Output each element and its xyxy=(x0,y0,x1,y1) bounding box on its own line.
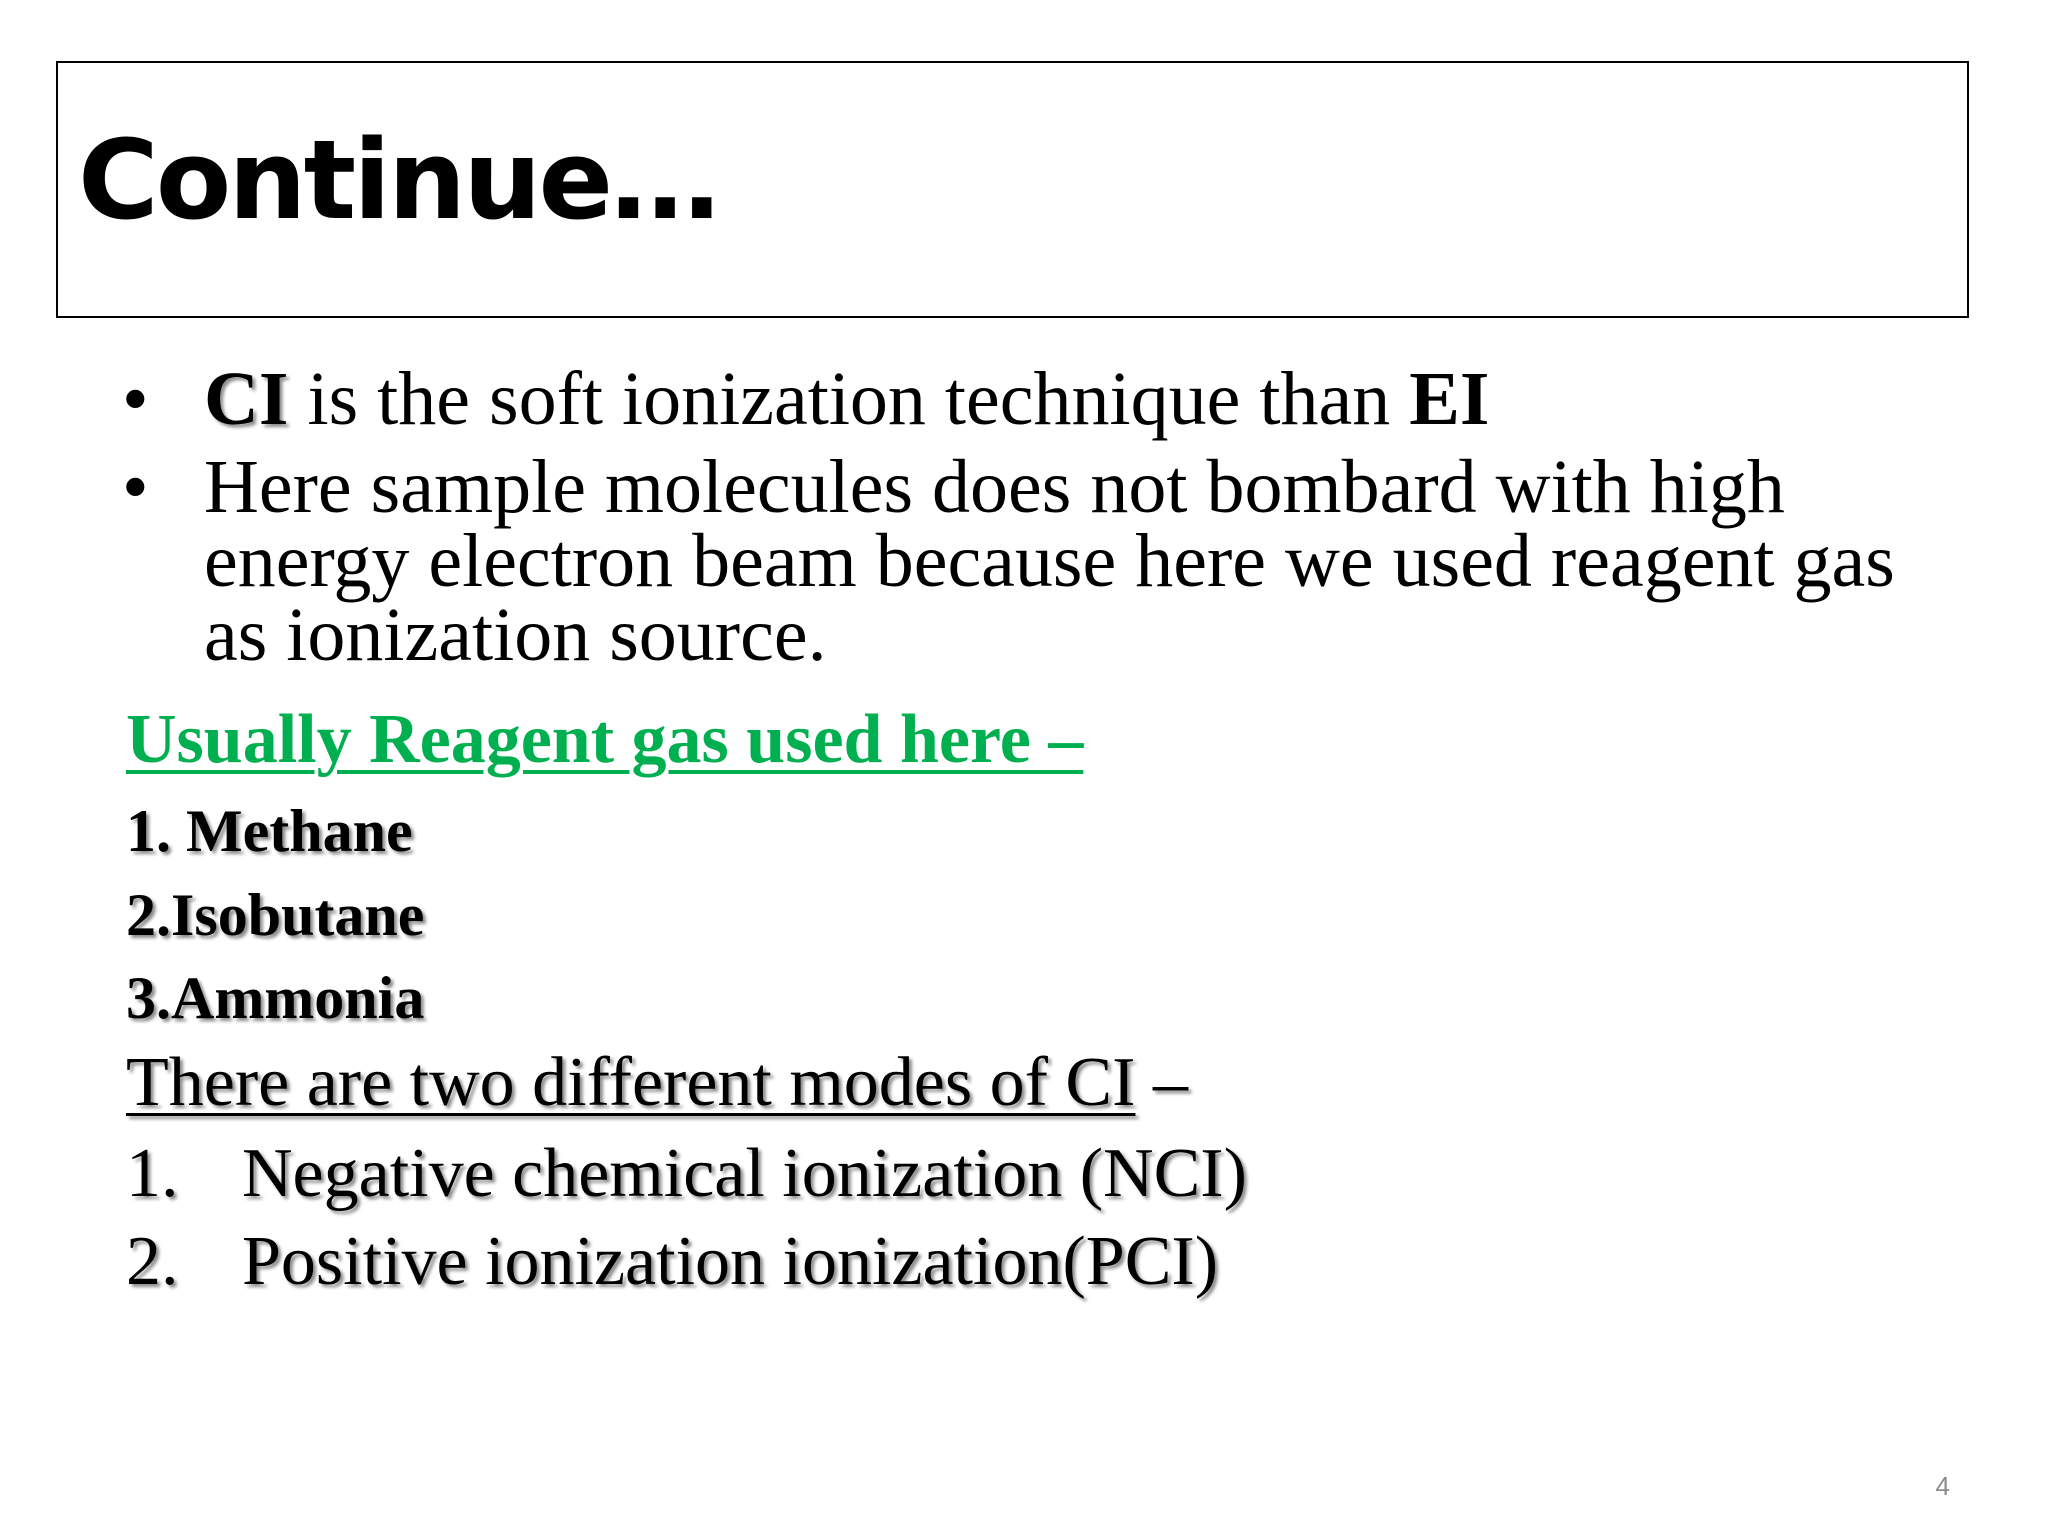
reagent-gas-item: 1. Methane xyxy=(126,798,413,864)
modes-heading-text: There are two different modes of CI xyxy=(126,1044,1136,1121)
reagent-gas-item: 2.Isobutane xyxy=(126,882,425,948)
modes-heading xyxy=(126,1043,1188,1123)
slide-title: Continue… xyxy=(78,116,718,244)
bullet-text: is the soft ionization technique than xyxy=(288,357,1410,441)
reagent-gas-item: 3.Ammonia xyxy=(126,965,425,1031)
bullet-text: Here sample molecules does not bombard with high energy electron beam because here we used reagent gas as ionization source. xyxy=(204,445,1895,677)
title-box xyxy=(56,61,1969,318)
mode-label: Negative chemical ionization (NCI) xyxy=(242,1135,1247,1212)
bullet-list xyxy=(122,357,1962,686)
mode-item xyxy=(126,1134,1247,1214)
modes-heading-suffix: – xyxy=(1135,1044,1188,1121)
page-number: 4 xyxy=(1935,1471,1950,1501)
mode-item xyxy=(126,1222,1218,1302)
reagent-heading: Usually Reagent gas used here – xyxy=(126,701,1084,778)
bullet-icon: • xyxy=(122,357,149,441)
mode-number: 1. xyxy=(126,1135,179,1212)
bullet-item xyxy=(122,357,1962,441)
mode-number: 2. xyxy=(126,1223,179,1300)
bullet-tail-bold: EI xyxy=(1409,357,1490,441)
bullet-lead-bold: CI xyxy=(204,357,289,441)
mode-label: Positive ionization ionization(PCI) xyxy=(242,1223,1219,1300)
bullet-item xyxy=(122,445,1962,677)
bullet-icon: • xyxy=(122,445,149,529)
